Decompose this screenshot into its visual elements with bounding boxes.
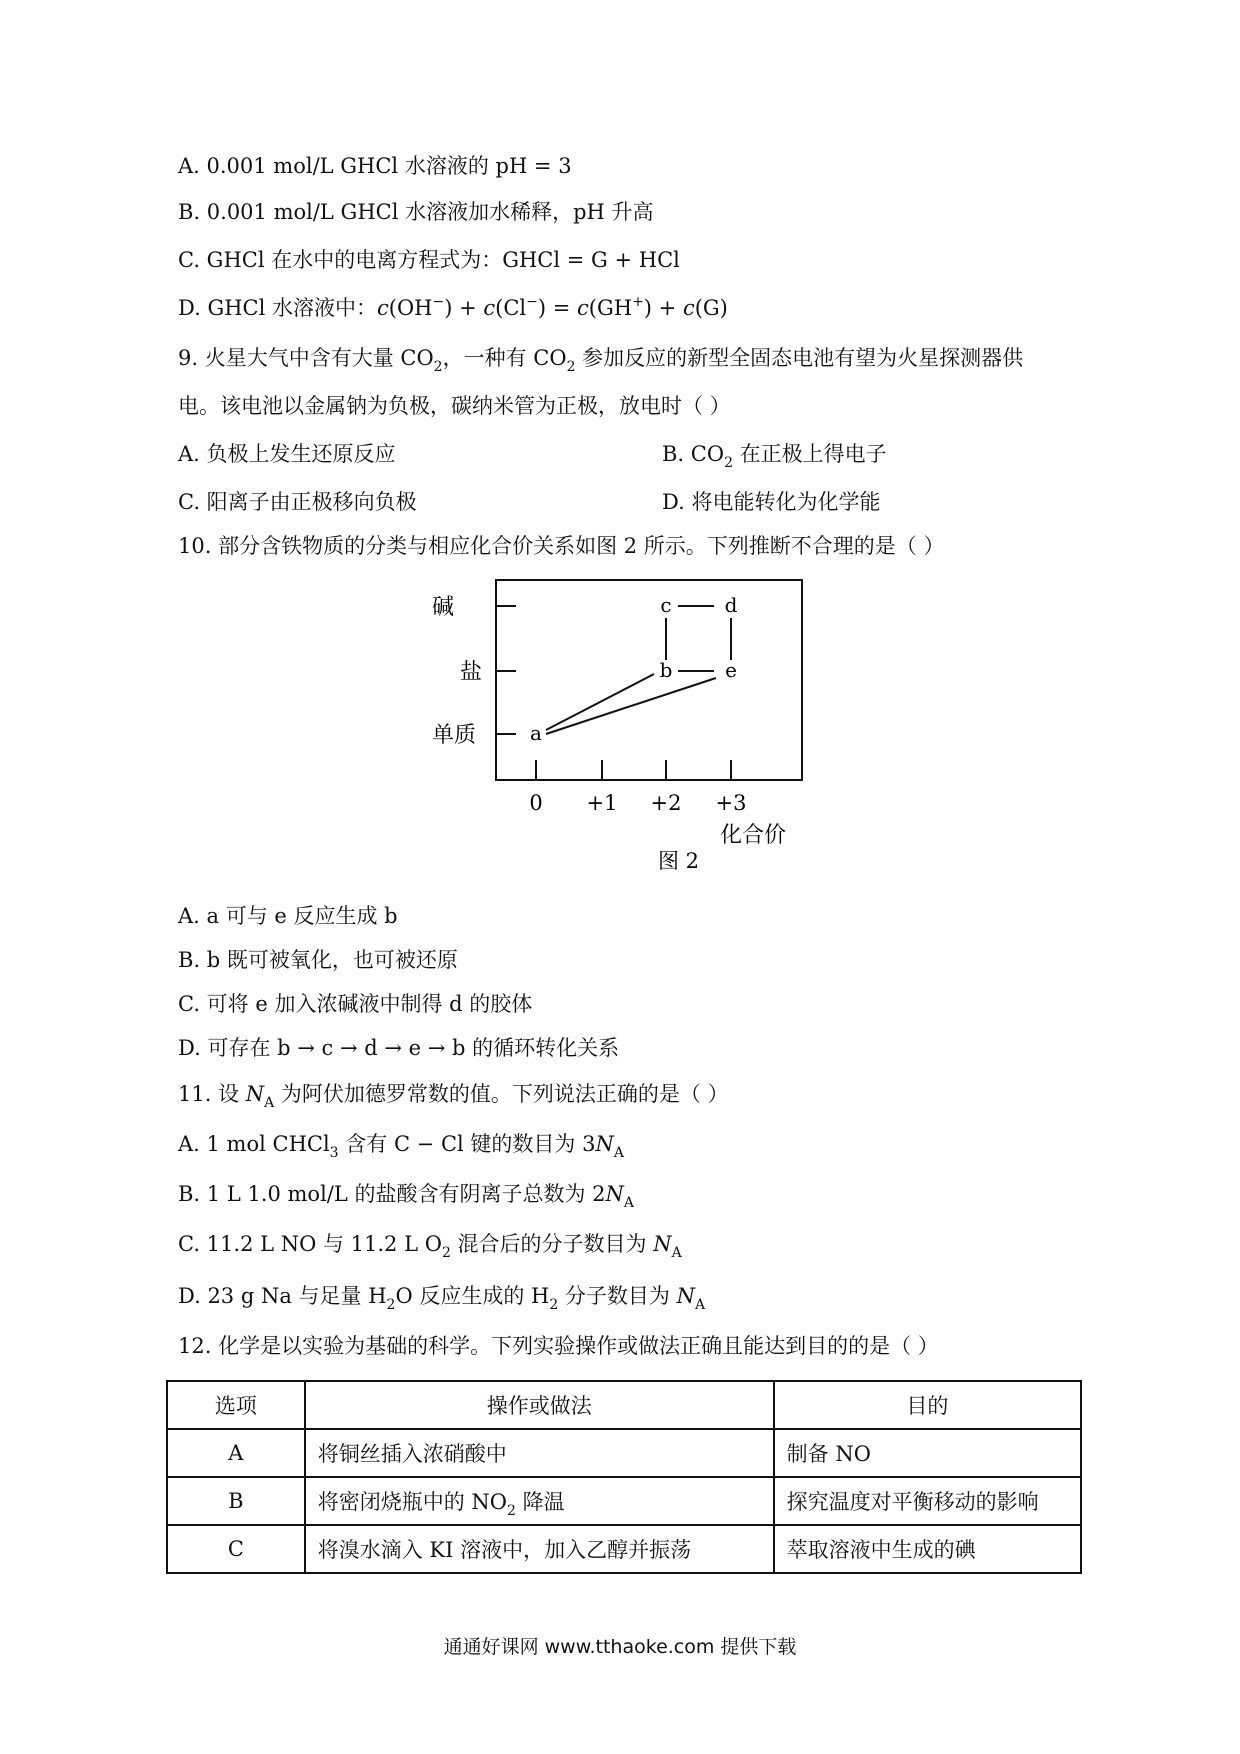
q9-option-b: B. $CO_2$ 在正极上得电子: [662, 442, 887, 471]
point-e: e: [725, 658, 737, 682]
row-option: A: [167, 1429, 305, 1477]
q10-option-c: C. 可将 e 加入浓碱液中制得 d 的胶体: [178, 992, 533, 1016]
q10-option-d: D. 可存在 b → c → d → e → b 的循环转化关系: [178, 1036, 620, 1060]
row-option: C: [167, 1525, 305, 1573]
q9-stem-line1: 9. 火星大气中含有大量 $CO_2$，一种有 $CO_2$ 参加反应的新型全固态电池有望为火星探测器供: [178, 346, 1024, 375]
header-goal: 目的: [774, 1381, 1081, 1429]
row-operation: 将密闭烧瓶中的 $NO_2$ 降温: [305, 1477, 774, 1525]
q12-table: [166, 1380, 1082, 1574]
q8-option-a: A. 0.001 mol/L GHCl 水溶液的 pH = 3: [178, 154, 572, 178]
q10-option-a: A. a 可与 e 反应生成 b: [178, 904, 398, 928]
q8-option-b: B. 0.001 mol/L GHCl 水溶液加水稀释，pH 升高: [178, 200, 654, 224]
row-option: B: [167, 1477, 305, 1525]
row-operation: 将铜丝插入浓硝酸中: [305, 1429, 774, 1477]
y-label-base: 碱: [432, 595, 455, 620]
point-c: c: [660, 593, 672, 617]
q9-option-c: C. 阳离子由正极移向负极: [178, 490, 417, 514]
q10-option-b: B. b 既可被氧化，也可被还原: [178, 948, 458, 972]
y-label-element: 单质: [432, 723, 477, 748]
table-row: [167, 1429, 1081, 1477]
q9-stem-line2: 电。该电池以金属钠为负极，碳纳米管为正极，放电时（ ）: [178, 394, 731, 418]
q11-stem: 11. 设 $N_A$ 为阿伏加德罗常数的值。下列说法正确的是（ ）: [178, 1082, 729, 1111]
x-tick-label-1: +1: [586, 791, 618, 815]
header-operation: 操作或做法: [305, 1381, 774, 1429]
table-row: [167, 1525, 1081, 1573]
point-a: a: [530, 721, 542, 745]
row-goal: 制备 NO: [774, 1429, 1081, 1477]
figure-caption: 图 2: [658, 849, 700, 873]
x-tick-label-3: +3: [715, 791, 747, 815]
q11-option-a: A. 1 mol CHCl$_3$ 含有 C − Cl 键的数目为 $3N_A$: [178, 1132, 624, 1161]
point-d: d: [724, 593, 738, 617]
q11-option-d: D. 23 g Na 与足量 $H_2O$ 反应生成的 $H_2$ 分子数目为 $N_A$: [178, 1284, 706, 1313]
q9-option-a: A. 负极上发生还原反应: [178, 442, 396, 466]
q10-stem: 10. 部分含铁物质的分类与相应化合价关系如图 2 所示。下列推断不合理的是（ ）: [178, 534, 945, 558]
q11-option-c: C. 11.2 L NO 与 11.2 L $O_2$ 混合后的分子数目为 $N_A$: [178, 1232, 682, 1261]
q8-option-c: C. GHCl 在水中的电离方程式为：GHCl = G + HCl: [178, 248, 680, 272]
x-tick-label-0: 0: [529, 791, 543, 815]
figure-frame: [496, 580, 802, 780]
table-row: [167, 1477, 1081, 1525]
row-goal: 探究温度对平衡移动的影响: [774, 1477, 1081, 1525]
q8-option-d: D. GHCl 水溶液中：c(OH−) + c(Cl−) = c(GH+) + c(G): [178, 294, 728, 320]
q12-stem: 12. 化学是以实验为基础的科学。下列实验操作或做法正确且能达到目的的是（ ）: [178, 1334, 939, 1358]
row-goal: 萃取溶液中生成的碘: [774, 1525, 1081, 1573]
point-b: b: [659, 658, 673, 682]
page-footer: 通通好课网 www.tthaoke.com 提供下载: [443, 1636, 797, 1658]
q11-option-b: B. 1 L 1.0 mol/L 的盐酸含有阴离子总数为 $2N_A$: [178, 1182, 635, 1211]
q9-option-d: D. 将电能转化为化学能: [662, 490, 881, 514]
table-header-row: [167, 1381, 1081, 1429]
edge-a-b: [546, 674, 654, 730]
row-operation: 将溴水滴入 KI 溶液中，加入乙醇并振荡: [305, 1525, 774, 1573]
iron-valence-figure: [420, 570, 840, 890]
y-label-salt: 盐: [460, 660, 483, 685]
x-tick-label-2: +2: [650, 791, 682, 815]
x-axis-label: 化合价: [720, 823, 787, 848]
header-option: 选项: [167, 1381, 305, 1429]
